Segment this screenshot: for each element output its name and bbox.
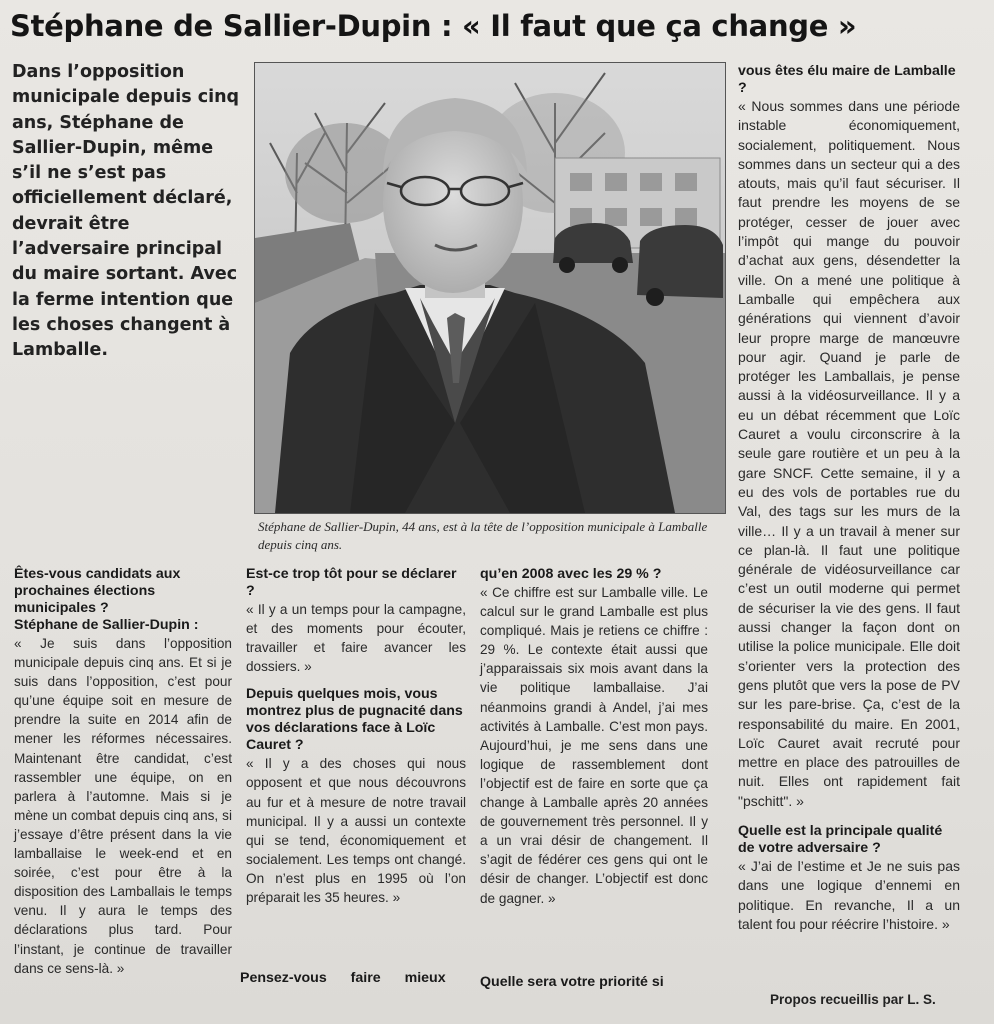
answer-do-better: « Ce chiffre est sur Lamballe ville. Le calcul sur le grand Lamballe est plus compliqué. Mais je retiens ce chiffre : 29 %. Le contexte était aussi que j’apparaissais six mois avant dans la vie politique lamballaise. J’ai néanmoins grandi à Andel, j’ai mes activités à Lamballe. C’est mon pays. Aujourd’hui, je me sens dans une logique de rassemblement dont l’objectif est de faire en sorte que ça change à Lamballe après 20 années de gouvernement très personnel. Il y a un vrai désir de changement. Il s’agit de fédérer ces gens qui ont le désir de changer. L’objectif est donc de gagner. »: [480, 585, 708, 906]
answer-priority: « Nous sommes dans une période instable économiquement, socialement, politiquement. Nous sommes dans un secteur qui a des atouts, mais qu’il faut sécuriser. Il faut prendre les moyens de se protéger, cesser de jouer avec l’impôt qui mange du pouvoir d’achat aux gens, désendetter la ville. On a mené une politique à Lamballe qui empêchera aux générations qui viennent d’avoir leur propre marge de manœuvre pour agir. Quand je parle de protéger les Lamballais, je pense aussi à la vidéosurveillance. Il y a eu un débat récemment que Loïc Cauret a voulu circonscrire à la seule gare routière et un peu à la gare SNCF. Cette semaine, il y a eu des vols de portables rue du Val, des tags sur les murs de la ville… Il y a un travail à mener sur ce plan-là. Il faut une politique générale de vidéosurveillance car c’est un outil moderne qui permet de sécuriser la vie des gens. Il faut aussi changer la façon dont on utilise la police municipale. Elle doit s’orienter vers la protection des gens plutôt que vers la pose de PV sur les pare-brise. Ça, c’est de la responsabilité du maire. En 2001, Loïc Cauret avait recruté pour mettre en place des patrouilles de nuit. Elles ont rapidement fait "pschitt". »: [738, 98, 960, 809]
portrait-photo-icon: [255, 63, 725, 513]
speaker-name: Stéphane de Sallier-Dupin :: [14, 617, 199, 633]
answer-pugnacity: « Il y a des choses qui nous opposent et que nous découvrons au fur et à mesure de notre travail municipal. Il y a aussi un contexte qui se tend, économiquement et socialement. Les temps ont changé. On n’est plus en 1995 où l’on préparait les 35 heures. »: [246, 756, 466, 906]
question-too-early: Est-ce trop tôt pour se déclarer ?: [246, 566, 457, 599]
question-pugnacity: Depuis quelques mois, vous montrez plus de pugnacité dans vos déclarations face à Loïc Cauret ?: [246, 686, 463, 754]
headline: Stéphane de Sallier-Dupin : « Il faut que ça change »: [10, 9, 857, 43]
answer-candidacy: « Je suis dans l’opposition municipale depuis cinq ans. Et si je suis dans l’opposition, c’est pour qu’une équipe soit en mesure de prendre la suite en 2014 afin de mener les réformes nécessaires. Maintenant être candidat, c’est rassembler une équipe, on en parlera à l’automne. Mais si je mène un combat depuis cinq ans, si j’essaye d’être présent dans la vie lamballaise le week-end et en soirée, c’est pour être à la disposition des Lamballais le temps venu. Il y aura le temps des déclarations plus tard. Pour l’instant, je continue de travailler dans ce sens-là. »: [14, 636, 232, 976]
column-1: [14, 566, 232, 978]
portrait-photo: [254, 62, 726, 514]
question-priority-start: Quelle sera votre priorité si: [480, 974, 664, 990]
question-do-better-start: Pensez-vous faire mieux: [240, 970, 446, 986]
question-adversary-quality: Quelle est la principale qualité de votre adversaire ?: [738, 822, 943, 856]
question-priority-end: vous êtes élu maire de Lamballe ?: [738, 63, 956, 96]
lead-paragraph: Dans l’opposition municipale depuis cinq ans, Stéphane de Sallier-Dupin, même s’il ne s’est pas officiellement déclaré, devrait être l’adversaire principal du maire sortant. Avec la ferme intention que les choses changent à Lamballe.: [12, 62, 240, 361]
question-do-better-end: qu’en 2008 avec les 29 % ?: [480, 566, 662, 582]
column-2: [246, 566, 466, 907]
byline-credit: Propos recueillis par L. S.: [770, 992, 936, 1007]
answer-adversary-quality: « J’ai de l’estime et Je ne suis pas dans une logique d’ennemi en politique. En revanche, Il a un talent fou pour réécrire l’histoire. »: [738, 857, 960, 932]
answer-too-early: « Il y a un temps pour la campagne, et des moments pour écouter, travailler et faire avancer les dossiers. »: [246, 602, 466, 675]
question-candidacy: Êtes-vous candidats aux prochaines élections municipales ?: [14, 566, 181, 616]
photo-caption: Stéphane de Sallier-Dupin, 44 ans, est à la tête de l’opposition municipale à Lamballe depuis cinq ans.: [258, 519, 708, 552]
column-4: [738, 63, 960, 934]
column-3: [480, 566, 708, 908]
